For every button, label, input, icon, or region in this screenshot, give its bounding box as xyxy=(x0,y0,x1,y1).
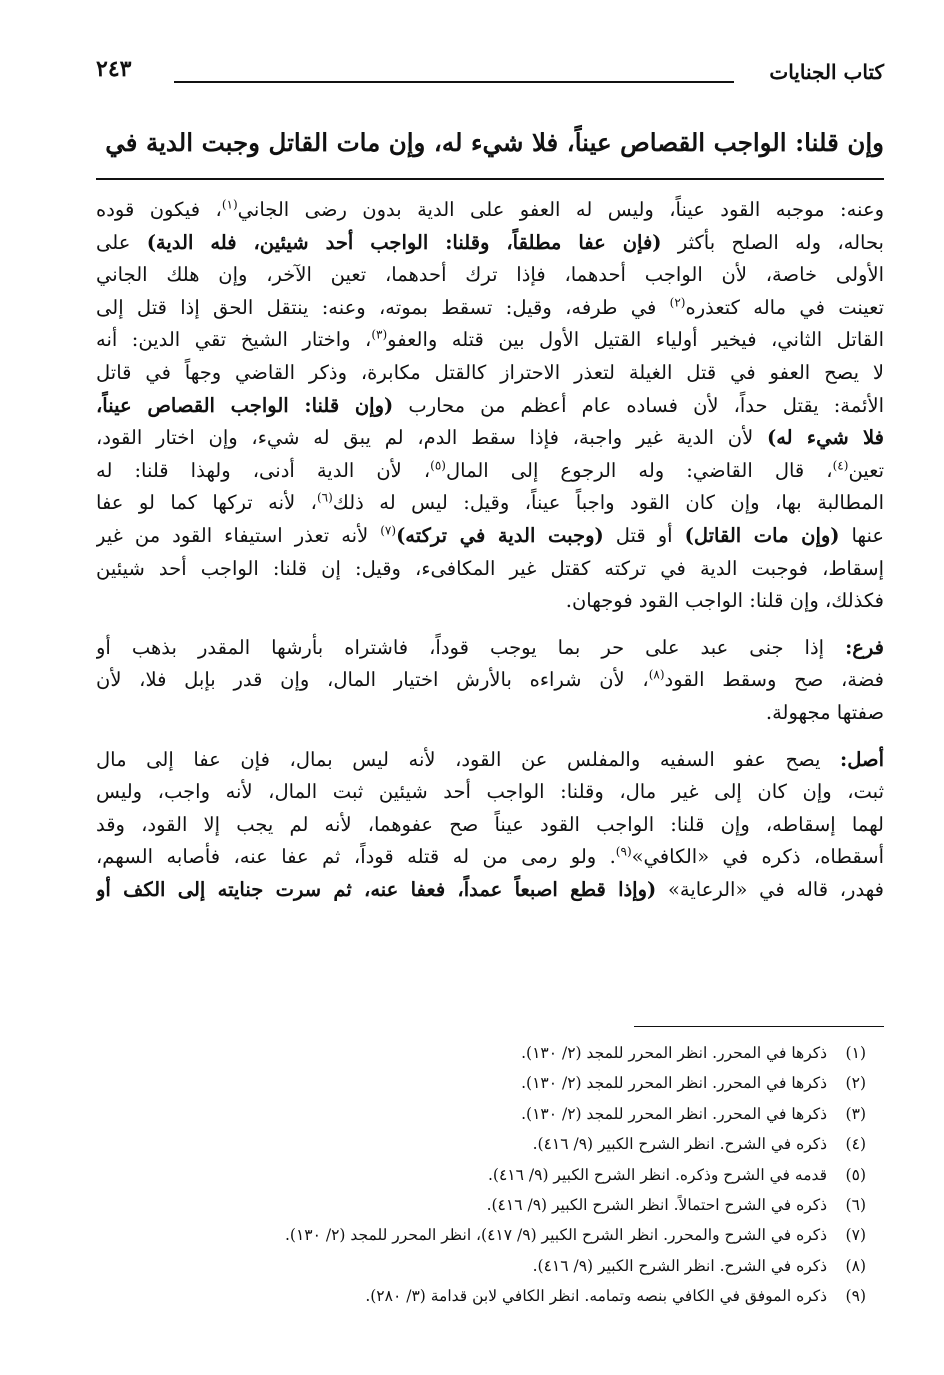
footnote: (٨) ذكره في الشرح. انظر الشرح الكبير (٩/ ٤١٦). xyxy=(96,1251,866,1281)
commentary-line: تعينت في ماله كتعذره$^{(٢)}$ في طرفه، وقيل: تسقط بموته، وعنه: ينتقل الحق إذا قتل إلى xyxy=(96,295,884,319)
chapter-title: كتاب الجنايات xyxy=(769,60,884,84)
main-text-divider xyxy=(96,178,884,180)
footnote-ref[interactable]: (٢) xyxy=(669,295,686,310)
section-label: فرع: xyxy=(845,635,884,659)
commentary-line: وعنه: موجبه القود عيناً، وليس له العفو على الدية بدون رضى الجاني$^{(١)}$، فيكون قوده xyxy=(96,197,884,221)
commentary-line: المطالبة بها، وإن كان القود واجباً عيناً، وقيل: ليس له ذلك$^{(٦)}$، لأنه تركها كما لو عفا xyxy=(96,490,884,515)
footnote: (٥) قدمه في الشرح وذكره. انظر الشرح الكبير (٩/ ٤١٦). xyxy=(96,1160,866,1190)
commentary-line: فضة، صح وسقط القود$^{(٨)}$، لأن شراءه بالأرش اختيار المال، وإن قدر بإبل فلا، لأن xyxy=(96,667,884,692)
footnote-number: (٤) xyxy=(845,1135,866,1154)
main-text: وإن قلنا: الواجب القصاص عيناً، فلا شيء له، وإن مات القاتل وجبت الدية في xyxy=(105,128,884,157)
commentary xyxy=(96,194,884,906)
footnote: (٢) ذكرها في المحرر. انظر المحرر للمجد (٢/ ١٣٠). xyxy=(96,1068,866,1098)
quoted-matn: (وإن مات القاتل) xyxy=(684,523,840,547)
footnote-ref[interactable]: (٩) xyxy=(615,844,632,859)
footnote-ref[interactable]: (٨) xyxy=(648,667,665,682)
commentary-line: الأولى خاصة، لأن الواجب أحدهما، فإذا ترك أحدهما، تعين الآخر، وإن هلك الجاني xyxy=(96,263,884,287)
footnote: (٣) ذكرها في المحرر. انظر المحرر للمجد (٢/ ١٣٠). xyxy=(96,1099,866,1129)
commentary-line: بحاله، وله الصلح بأكثر (فإن عفا مطلقاً، وقلنا: الواجب أحد شيئين، فله الدية) على xyxy=(96,230,884,254)
footnote-number: (٧) xyxy=(845,1226,866,1245)
quoted-matn: فلا شيء له) xyxy=(766,426,884,450)
footnote: (١) ذكرها في المحرر. انظر المحرر للمجد (٢/ ١٣٠). xyxy=(96,1038,866,1068)
quoted-matn: (وإذا قطع اصبعاً عمداً، فعفا عنه، ثم سرت جنايته إلى الكف أو xyxy=(96,877,657,901)
footnote-ref[interactable]: (٧) xyxy=(380,523,397,538)
commentary-line: لا يصح العفو في قتل الغيلة لتعذر الاحتراز كالقتل مكابرة، وذكر القاضي وجهاً في قاتل xyxy=(96,360,884,384)
commentary-line: ثبت، وإن كان إلى غير مال، وقلنا: الواجب أحد شيئين ثبت المال، لأنه واجب، وليس xyxy=(96,780,884,804)
header-rule xyxy=(174,81,734,83)
footnote-number: (٣) xyxy=(845,1104,866,1123)
commentary-line: فرع: إذا جنى عبد على حر بما يوجب قوداً، فاشتراه بأرشها المقدر بذهب أو xyxy=(96,635,884,659)
commentary-line: إسقاط، فوجبت الدية في تركته كقتل غير المكافىء، وقيل: إن قلنا: الواجب أحد شيئين xyxy=(96,556,884,580)
commentary-line: تعين$^{(٤)}$، قال القاضي: وله الرجوع إلى المال$^{(٥)}$، لأن الدية أدنى، ولهذا قلنا: له xyxy=(96,458,884,482)
commentary-line: فكذلك، وإن قلنا: الواجب القود فوجهان. xyxy=(565,589,884,613)
footnote: (٧) ذكره في الشرح والمحرر. انظر الشرح الكبير (٩/ ٤١٧)، انظر المحرر للمجد (٢/ ١٣٠). xyxy=(96,1220,866,1250)
footnote-ref[interactable]: (٤) xyxy=(832,458,849,473)
footnotes xyxy=(96,1038,866,1312)
footnote-number: (٢) xyxy=(845,1074,866,1093)
commentary-line: الأئمة: يقتل حداً، لأن فساده عام أعظم من محارب (وإن قلنا: الواجب القصاص عيناً، xyxy=(96,393,884,417)
footnote-ref[interactable]: (٣) xyxy=(371,327,388,342)
footnote-ref[interactable]: (٥) xyxy=(430,458,446,473)
page-number: ٢٤٣ xyxy=(96,56,132,82)
footnote: (٦) ذكره في الشرح احتمالاً. انظر الشرح الكبير (٩/ ٤١٦). xyxy=(96,1190,866,1220)
footnote-number: (٥) xyxy=(845,1165,866,1184)
commentary-line: فهدر، قاله في «الرعاية» (وإذا قطع اصبعاً عمداً، فعفا عنه، ثم سرت جنايته إلى الكف أو xyxy=(96,877,884,901)
footnote: (٤) ذكره في الشرح. انظر الشرح الكبير (٩/ ٤١٦). xyxy=(96,1129,866,1159)
section-label: أصل: xyxy=(840,747,884,771)
footnote-number: (٨) xyxy=(845,1256,866,1275)
quoted-matn: (وجبت الدية في تركته) xyxy=(396,523,604,547)
commentary-line: أصل: يصح عفو السفيه والمفلس عن القود، لأنه ليس بمال، فإن عفا إلى مال xyxy=(96,747,884,771)
commentary-line: فلا شيء له) لأن الدية غير واجبة، فإذا سقط الدم، لم يبق له شيء، وإن اختار القود، xyxy=(96,426,884,450)
footnote-number: (٩) xyxy=(845,1287,866,1306)
running-header xyxy=(96,54,884,94)
commentary-line: عنها (وإن مات القاتل) أو قتل (وجبت الدية في تركته)$^{(٧)}$ لأنه تعذر استيفاء القود من غير xyxy=(96,523,884,547)
commentary-line: لهما إسقاطه، وإن قلنا: الواجب القود عيناً صح عفوهما، لأنه لم يجب إلا القود، وقد xyxy=(96,812,884,836)
footnote-divider xyxy=(634,1026,884,1027)
commentary-line: أسقطاه، ذكره في «الكافي»$^{(٩)}$. ولو رمى من له قتله قوداً، ثم عفا عنه، فأصابه السهم، xyxy=(96,844,884,869)
footnote-number: (٦) xyxy=(845,1195,866,1214)
quoted-matn: (وإن قلنا: الواجب القصاص عيناً، xyxy=(96,393,394,417)
footnote-ref[interactable]: (١) xyxy=(221,197,238,212)
quoted-matn: (فإن عفا مطلقاً، وقلنا: الواجب أحد شيئين، فله الدية) xyxy=(146,230,662,254)
footnote-number: (١) xyxy=(845,1044,866,1062)
commentary-line: القاتل الثاني، فيخير أولياء القتيل الأول بين قتله والعفو$^{(٣)}$، واختار الشيخ تقي الدين: أنه xyxy=(96,327,884,352)
footnote-ref[interactable]: (٦) xyxy=(316,490,333,505)
footnote: (٩) ذكره الموفق في الكافي بنصه وتمامه. انظر الكافي لابن قدامة (٣/ ٢٨٠). xyxy=(96,1281,866,1311)
commentary-line: صفتها مجهولة. xyxy=(765,700,884,724)
